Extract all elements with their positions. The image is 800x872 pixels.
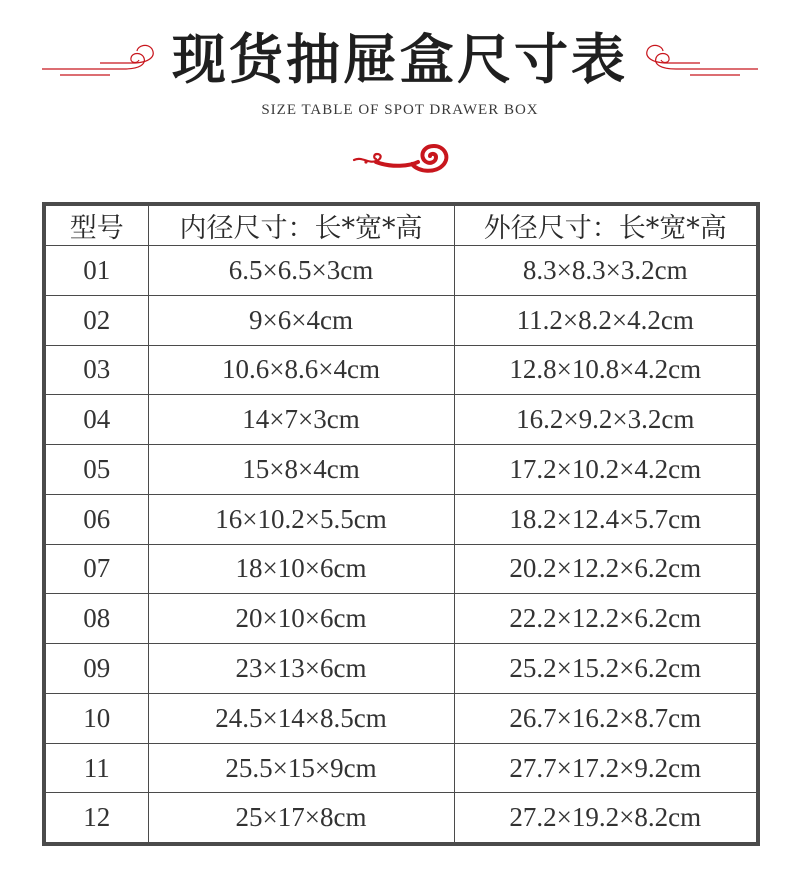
- outer-size-cell: 22.2×12.2×6.2cm: [454, 594, 756, 644]
- column-header-outer-size: 外径尺寸：长*宽*高: [454, 206, 756, 246]
- model-cell: 03: [46, 345, 148, 395]
- inner-size-cell: 9×6×4cm: [148, 295, 454, 345]
- inner-size-cell: 10.6×8.6×4cm: [148, 345, 454, 395]
- column-header-model: 型号: [46, 206, 148, 246]
- outer-size-cell: 16.2×9.2×3.2cm: [454, 395, 756, 445]
- table-row: [46, 793, 756, 842]
- model-cell: 04: [46, 395, 148, 445]
- auspicious-cloud-icon: [352, 142, 452, 176]
- model-cell: 05: [46, 445, 148, 495]
- inner-size-cell: 23×13×6cm: [148, 644, 454, 694]
- column-header-inner-size: 内径尺寸：长*宽*高: [148, 206, 454, 246]
- inner-size-cell: 18×10×6cm: [148, 544, 454, 594]
- page-title: 现货抽屉盒尺寸表: [172, 27, 628, 91]
- inner-size-cell: 14×7×3cm: [148, 395, 454, 445]
- outer-size-cell: 27.2×19.2×8.2cm: [454, 793, 756, 842]
- right-cloud-ornament-icon: [642, 40, 760, 80]
- model-cell: 06: [46, 494, 148, 544]
- page-subtitle: SIZE TABLE OF SPOT DRAWER BOX: [261, 102, 539, 118]
- header: [0, 0, 800, 190]
- table-row: [46, 295, 756, 345]
- model-cell: 11: [46, 743, 148, 793]
- model-cell: 02: [46, 295, 148, 345]
- outer-size-cell: 20.2×12.2×6.2cm: [454, 544, 756, 594]
- table-row: [46, 246, 756, 296]
- model-cell: 09: [46, 644, 148, 694]
- inner-size-cell: 25×17×8cm: [148, 793, 454, 842]
- table-row: [46, 345, 756, 395]
- table-row: [46, 743, 756, 793]
- inner-size-cell: 20×10×6cm: [148, 594, 454, 644]
- inner-size-cell: 15×8×4cm: [148, 445, 454, 495]
- table-row: [46, 693, 756, 743]
- model-cell: 08: [46, 594, 148, 644]
- size-table: [42, 202, 760, 846]
- table-row: [46, 494, 756, 544]
- model-cell: 07: [46, 544, 148, 594]
- outer-size-cell: 25.2×15.2×6.2cm: [454, 644, 756, 694]
- outer-size-cell: 18.2×12.4×5.7cm: [454, 494, 756, 544]
- model-cell: 10: [46, 693, 148, 743]
- inner-size-cell: 6.5×6.5×3cm: [148, 246, 454, 296]
- table-row: [46, 395, 756, 445]
- table-row: [46, 445, 756, 495]
- table-row: [46, 594, 756, 644]
- outer-size-cell: 26.7×16.2×8.7cm: [454, 693, 756, 743]
- outer-size-cell: 8.3×8.3×3.2cm: [454, 246, 756, 296]
- model-cell: 12: [46, 793, 148, 842]
- table-row: [46, 544, 756, 594]
- outer-size-cell: 17.2×10.2×4.2cm: [454, 445, 756, 495]
- inner-size-cell: 25.5×15×9cm: [148, 743, 454, 793]
- model-cell: 01: [46, 246, 148, 296]
- outer-size-cell: 27.7×17.2×9.2cm: [454, 743, 756, 793]
- inner-size-cell: 24.5×14×8.5cm: [148, 693, 454, 743]
- table-header-row: [46, 206, 756, 246]
- table-row: [46, 644, 756, 694]
- outer-size-cell: 11.2×8.2×4.2cm: [454, 295, 756, 345]
- outer-size-cell: 12.8×10.8×4.2cm: [454, 345, 756, 395]
- inner-size-cell: 16×10.2×5.5cm: [148, 494, 454, 544]
